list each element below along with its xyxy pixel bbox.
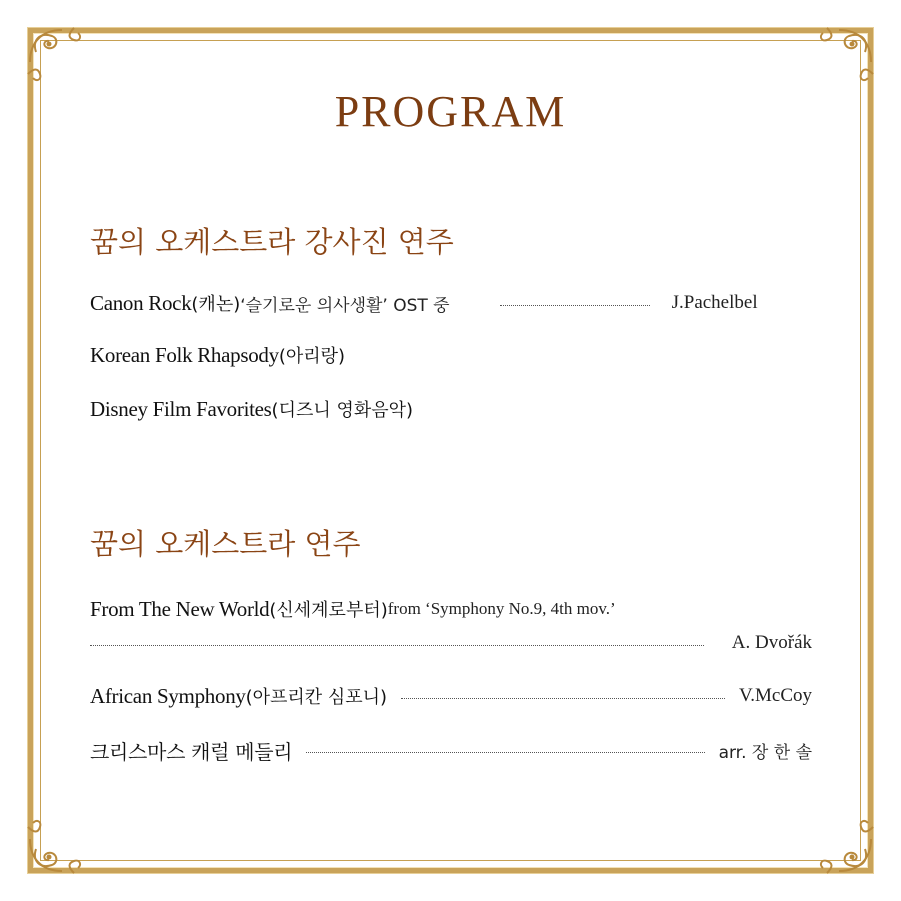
- piece-title: Disney Film Favorites: [90, 396, 272, 421]
- piece-korean-title: (신세계로부터): [269, 600, 388, 621]
- piece-title: From The New World: [90, 596, 270, 621]
- section-heading-orchestra: 꿈의 오케스트라 연주: [90, 527, 361, 561]
- program-item: [90, 288, 812, 318]
- corner-ornament-icon: [809, 22, 879, 92]
- composer: J.Pachelbel: [671, 292, 758, 313]
- leader-dots: [500, 305, 650, 306]
- piece-note: from ‘Symphony No.9, 4th mov.’: [387, 599, 616, 618]
- program-item: [90, 394, 812, 424]
- piece-korean-title: (디즈니 영화음악): [271, 400, 414, 421]
- piece-title: Canon Rock: [90, 290, 192, 315]
- corner-ornament-icon: [22, 22, 92, 92]
- page-title: PROGRAM: [334, 87, 567, 136]
- piece-korean-title: (캐논): [191, 294, 241, 315]
- leader-dots: [90, 645, 704, 646]
- program-item: [90, 681, 812, 711]
- piece-title: Korean Folk Rhapsody: [90, 342, 279, 367]
- section-heading-teachers: 꿈의 오케스트라 강사진 연주: [90, 225, 454, 259]
- leader-dots: [306, 752, 704, 753]
- piece-title: 크리스마스 캐럴 메들리: [90, 739, 293, 764]
- program-item: [90, 735, 812, 765]
- composer: V.McCoy: [738, 685, 812, 706]
- composer: arr. 장 한 솔: [718, 742, 812, 763]
- composer: A. Dvořák: [731, 632, 812, 653]
- program-item-composer-line: [90, 628, 812, 658]
- piece-note: ‘슬기로운 의사생활’ OST 중: [240, 295, 450, 316]
- piece-title: African Symphony: [90, 683, 246, 708]
- corner-ornament-icon: [809, 809, 879, 879]
- piece-korean-title: (아리랑): [278, 346, 346, 367]
- leader-dots: [401, 698, 725, 699]
- program-item: [90, 594, 812, 624]
- program-item: [90, 340, 812, 370]
- piece-korean-title: (아프리칸 심포니): [245, 687, 388, 708]
- corner-ornament-icon: [22, 809, 92, 879]
